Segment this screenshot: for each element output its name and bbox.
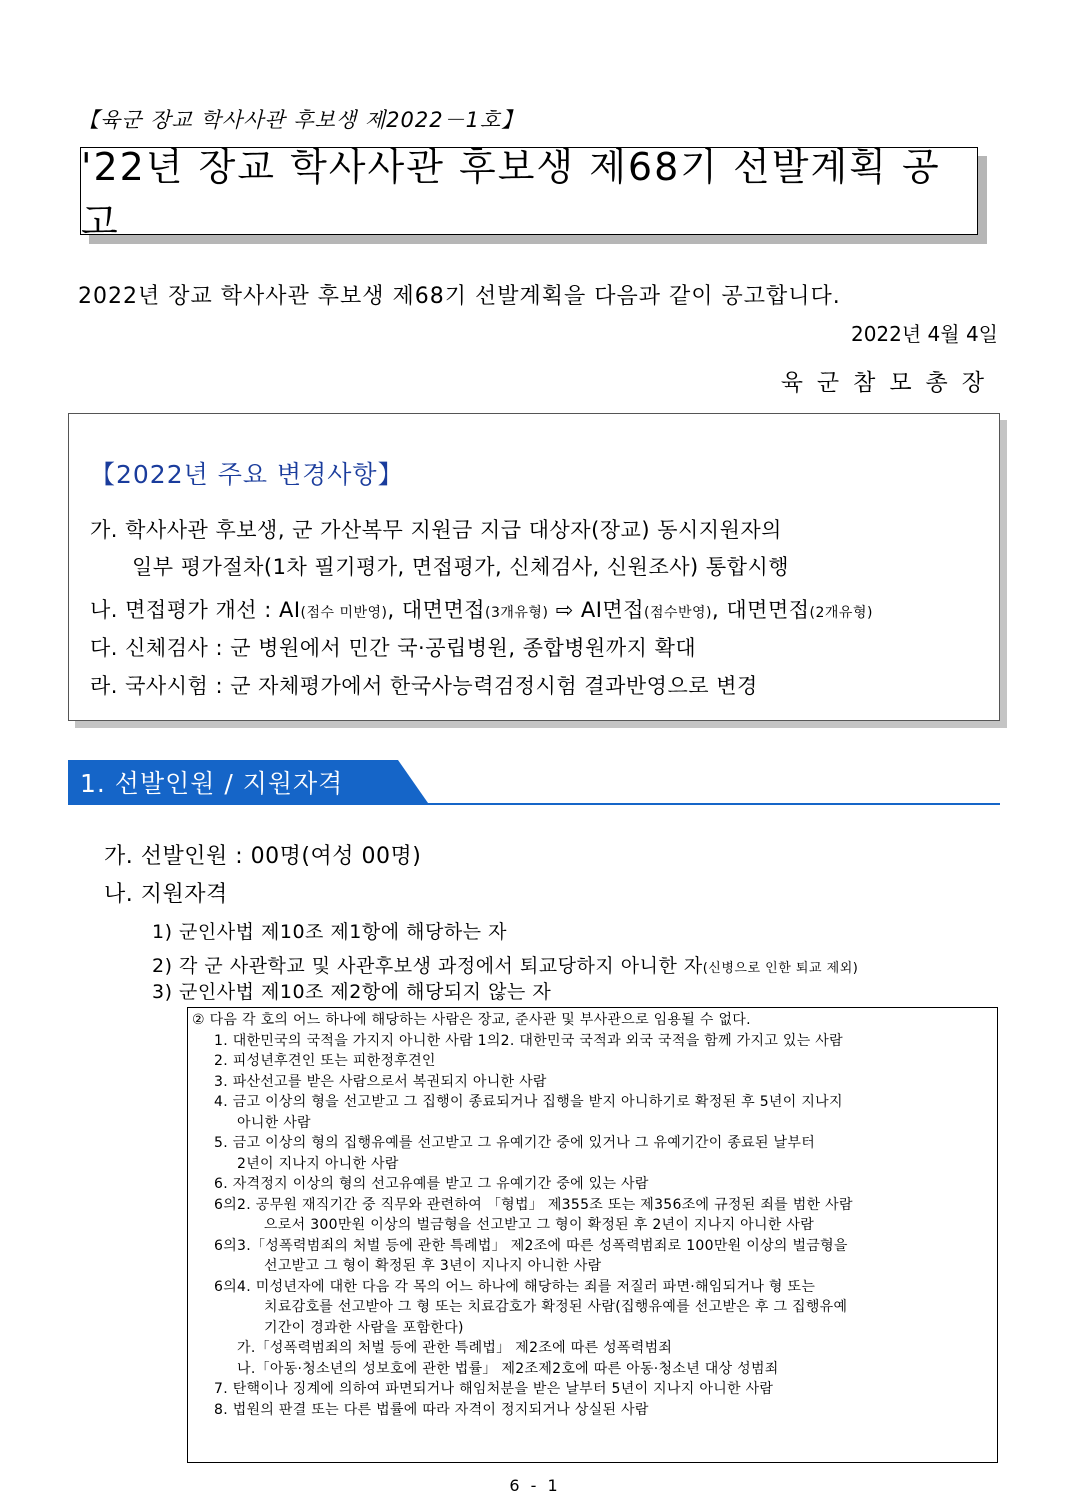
- key-changes-title: 【2022년 주요 변경사항】: [90, 460, 404, 489]
- law-line: 기간이 경과한 사람을 포함한다): [264, 1319, 464, 1336]
- title-box: [80, 145, 978, 244]
- change-item-1-line-2: 일부 평가절차(1차 필기평가, 면접평가, 신체검사, 신원조사) 통합시행: [132, 555, 790, 579]
- eligibility-item-3: 3) 군인사법 제10조 제2항에 해당되지 않는 자: [152, 981, 552, 1003]
- law-line: 나.「아동·청소년의 성보호에 관한 법률」 제2조제2호에 따른 아동·청소년 대상 성범죄: [237, 1360, 779, 1377]
- law-line: 8. 법원의 판결 또는 다른 법률에 따라 자격이 정지되거나 상실된 사람: [214, 1401, 649, 1418]
- law-line: 2년이 지나지 아니한 사람: [237, 1155, 399, 1172]
- law-line: 선고받고 그 형이 확정된 후 3년이 지나지 아니한 사람: [264, 1258, 602, 1274]
- law-line: 아니한 사람: [237, 1114, 311, 1131]
- law-line: 1. 대한민국의 국적을 가지지 아니한 사람 1의2. 대한민국 국적과 외국 국적을 함께 가지고 있는 사람: [214, 1032, 843, 1049]
- law-line: 6의3.「성폭력범죄의 처벌 등에 관한 특례법」 제2조에 따른 성폭력범죄로 100만원 이상의 벌금형을: [214, 1237, 848, 1254]
- change-item-1-line-1: 가. 학사사관 후보생, 군 가산복무 지원금 지급 대상자(장교) 동시지원자의: [90, 518, 782, 542]
- change-item-2-note: (점수반영): [644, 605, 713, 621]
- change-item-2: [90, 594, 873, 624]
- law-line: 3. 파산선고를 받은 사람으로서 복권되지 아니한 사람: [214, 1073, 547, 1090]
- selection-count: 가. 선발인원 : 00명(여성 00명): [104, 844, 422, 869]
- law-line: 4. 금고 이상의 형을 선고받고 그 집행이 종료되거나 집행을 받지 아니하기로 확정된 후 5년이 지나지: [214, 1094, 843, 1110]
- change-item-2-part: 나. 면접평가 개선 : AI: [90, 598, 301, 622]
- law-line: 2. 피성년후견인 또는 피한정후견인: [214, 1053, 436, 1069]
- law-line: 6. 자격정지 이상의 형의 선고유예를 받고 그 유예기간 중에 있는 사람: [214, 1176, 649, 1192]
- change-item-4: 라. 국사시험 : 군 자체평가에서 한국사능력검정시험 결과반영으로 변경: [90, 674, 758, 698]
- change-item-2-part: ⇨ AI면접: [548, 598, 644, 622]
- section-title: 1. 선발인원 / 지원자격: [80, 769, 344, 798]
- law-line: 으로서 300만원 이상의 벌금형을 선고받고 그 형이 확정된 후 2년이 지나지 아니한 사람: [264, 1217, 815, 1233]
- eligibility-item-2-note: (신병으로 인한 퇴교 제외): [702, 961, 859, 976]
- notice-number: 【육군 장교 학사사관 후보생 제2022－1호】: [78, 108, 524, 132]
- eligibility-heading: 나. 지원자격: [104, 882, 228, 907]
- change-item-2-note: (2개유형): [809, 605, 873, 621]
- change-item-3: 다. 신체검사 : 군 병원에서 민간 국·공립병원, 종합병원까지 확대: [90, 636, 697, 660]
- change-item-2-part: , 대면면접: [387, 598, 486, 622]
- law-line: 7. 탄핵이나 징계에 의하여 파면되거나 해임처분을 받은 날부터 5년이 지나지 아니한 사람: [214, 1381, 774, 1397]
- announcement-date: 2022년 4월 4일: [850, 322, 998, 346]
- change-item-2-note: (3개유형): [485, 605, 549, 621]
- change-item-2-note: (점수 미반영): [300, 605, 388, 621]
- law-line: 가.「성폭력범죄의 처벌 등에 관한 특례법」 제2조에 따른 성폭력범죄: [237, 1340, 673, 1356]
- law-line: 6의2. 공무원 재직기간 중 직무와 관련하여 「형법」 제355조 또는 제356조에 규정된 죄를 범한 사람: [214, 1196, 853, 1213]
- eligibility-item-1: 1) 군인사법 제10조 제1항에 해당하는 자: [152, 921, 507, 943]
- issuer: 육군참모총장: [780, 370, 998, 396]
- eligibility-item-2: [152, 951, 858, 978]
- law-line: 치료감호를 선고받아 그 형 또는 치료감호가 확정된 사람(집행유예를 선고받은 후 그 집행유예: [264, 1299, 848, 1315]
- law-line: 6의4. 미성년자에 대한 다음 각 목의 어느 하나에 해당하는 죄를 저질러 파면·해임되거나 형 또는: [214, 1278, 816, 1295]
- page-title: '22년 장교 학사사관 후보생 제68기 선발계획 공고: [81, 145, 941, 244]
- eligibility-item-2-text: 2) 각 군 사관학교 및 사관후보생 과정에서 퇴교당하지 아니한 자: [152, 955, 703, 977]
- change-item-2-part: , 대면면접: [712, 598, 810, 622]
- law-excerpt-box: [187, 1007, 998, 1463]
- intro-text: 2022년 장교 학사사관 후보생 제68기 선발계획을 다음과 같이 공고합니다.: [78, 284, 841, 309]
- page-number: 6 - 1: [509, 1476, 561, 1495]
- law-line: 5. 금고 이상의 형의 집행유예를 선고받고 그 유예기간 중에 있거나 그 유예기간이 종료된 날부터: [214, 1135, 816, 1151]
- law-line: ② 다음 각 호의 어느 하나에 해당하는 사람은 장교, 준사관 및 부사관으로 임용될 수 없다.: [192, 1012, 751, 1028]
